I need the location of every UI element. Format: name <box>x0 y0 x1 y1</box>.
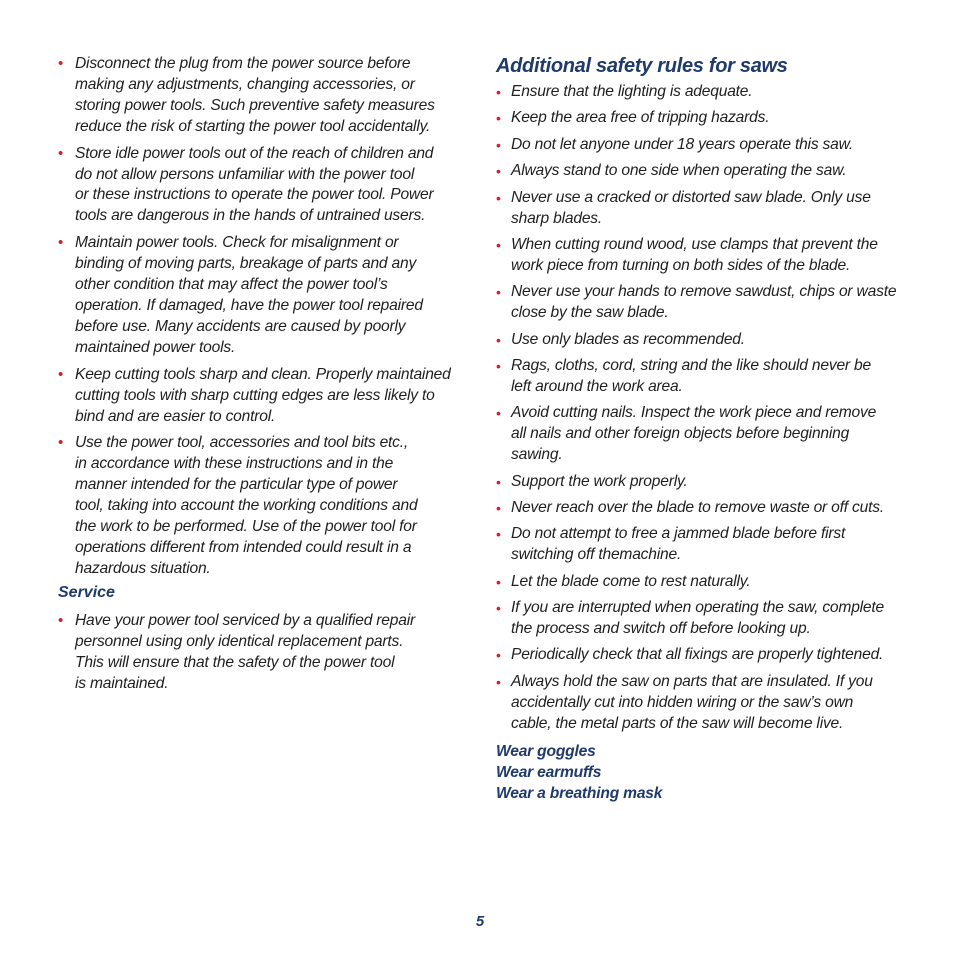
bullet-icon: • <box>496 236 501 253</box>
bullet-text: Never reach over the blade to remove waste or off cuts. <box>511 498 884 516</box>
bullet-icon: • <box>496 136 501 153</box>
bullet-icon: • <box>58 55 64 72</box>
bullet-text: Let the blade come to rest naturally. <box>511 572 751 590</box>
bullet-text: Ensure that the lighting is adequate. <box>511 83 753 100</box>
bullet-text: Maintain power tools. Check for misalignment or binding of moving parts, breakage of parts and any other condition that may affect the power tool’s operation. If damaged, have the power tool repaired before use. Many accidents are caused by poorly maintained power tools. <box>75 234 423 356</box>
bullet-text: Keep the area free of tripping hazards. <box>511 109 770 127</box>
bullet-text: Store idle power tools out of the reach of children and do not allow persons unfamiliar with the power tool or these instructions to operate the power tool. Power tools are dangerous in the hands of untrained users. <box>75 144 434 225</box>
bullet-icon: • <box>496 526 501 543</box>
bullet-text: Never use your hands to remove sawdust, chips or waste close by the saw blade. <box>511 283 897 322</box>
bullet-icon: • <box>496 405 501 422</box>
list-item <box>496 330 916 351</box>
list-item <box>496 572 916 593</box>
page-number: 5 <box>475 913 485 930</box>
list-item <box>58 233 468 358</box>
wear-mask-text: Wear a breathing mask <box>496 784 663 802</box>
bullet-icon: • <box>58 434 64 452</box>
bullet-text: Use the power tool, accessories and tool bits etc., in accordance with these instructions and in the manner intended for the particular type of power tool, taking into account the working conditions and the work to be performed. Use of the power tool for operations different from intended could result in a hazardous situation. <box>75 434 418 577</box>
bullet-icon: • <box>496 673 501 690</box>
bullet-icon: • <box>496 499 501 516</box>
list-item <box>58 433 468 579</box>
list-item <box>58 54 468 138</box>
bullet-icon: • <box>496 331 501 348</box>
protective-equipment-notice <box>496 742 662 805</box>
bullet-text: If you are interrupted when operating the saw, complete the process and switch off before looking up. <box>511 599 885 637</box>
bullet-icon: • <box>496 284 501 301</box>
list-item <box>496 282 916 324</box>
bullet-icon: • <box>496 189 501 206</box>
list-item <box>496 472 916 493</box>
list-item <box>496 672 916 735</box>
list-item <box>58 365 468 428</box>
bullet-text: Always stand to one side when operating the saw. <box>511 162 847 180</box>
list-item <box>496 403 916 466</box>
list-item <box>496 161 916 182</box>
bullet-text: Do not let anyone under 18 years operate this saw. <box>511 135 853 153</box>
list-item <box>496 188 916 230</box>
list-item <box>496 524 916 566</box>
bullet-text: Periodically check that all fixings are properly tightened. <box>511 646 884 664</box>
bullet-icon: • <box>58 365 64 383</box>
bullet-text: Keep cutting tools sharp and clean. Properly maintained cutting tools with sharp cutting edges are less likely to bind and are easier to control. <box>75 365 451 425</box>
bullet-text: Rags, cloths, cord, string and the like should never be left around the work area. <box>511 356 871 395</box>
list-item <box>496 356 916 398</box>
list-item <box>496 598 916 640</box>
bullet-text: Support the work properly. <box>511 472 688 490</box>
bullet-icon: • <box>496 110 501 127</box>
bullet-text: Avoid cutting nails. Inspect the work piece and remove all nails and other foreign objects before beginning sawing. <box>511 404 877 464</box>
bullet-text: Never use a cracked or distorted saw blade. Only use sharp blades. <box>511 188 871 227</box>
bullet-icon: • <box>58 234 64 252</box>
list-item <box>58 144 468 228</box>
bullet-icon: • <box>58 144 64 162</box>
general-safety-list <box>58 54 468 586</box>
bullet-text: Have your power tool serviced by a qualified repair personnel using only identical replacement parts. This will ensure that the safety of the power tool is maintained. <box>75 612 415 692</box>
bullet-text: Use only blades as recommended. <box>511 330 745 348</box>
bullet-icon: • <box>496 647 501 664</box>
bullet-icon: • <box>496 473 501 490</box>
list-item <box>58 611 468 695</box>
service-heading: Service <box>58 584 115 601</box>
bullet-icon: • <box>496 163 501 180</box>
list-item <box>496 235 916 277</box>
bullet-text: Disconnect the plug from the power source before making any adjustments, changing accessories, or storing power tools. Such preventive safety measures reduce the risk of starting the power tool accidentally. <box>75 55 435 135</box>
saws-heading: Additional safety rules for saws <box>496 55 788 77</box>
bullet-icon: • <box>496 84 501 100</box>
bullet-icon: • <box>496 573 501 590</box>
wear-goggles-text: Wear goggles <box>496 743 596 760</box>
list-item <box>496 82 916 103</box>
bullet-icon: • <box>496 600 501 617</box>
list-item <box>496 498 916 519</box>
bullet-icon: • <box>496 357 501 374</box>
bullet-icon: • <box>58 612 64 629</box>
bullet-text: When cutting round wood, use clamps that prevent the work piece from turning on both sides of the blade. <box>511 235 878 274</box>
list-item <box>496 108 916 129</box>
bullet-text: Always hold the saw on parts that are insulated. If you accidentally cut into hidden wiring or the saw’s own cable, the metal parts of the saw will become live. <box>511 672 873 732</box>
saw-safety-list <box>496 82 916 740</box>
bullet-text: Do not attempt to free a jammed blade before first switching off themachine. <box>511 525 846 564</box>
wear-earmuffs-text: Wear earmuffs <box>496 763 602 781</box>
list-item <box>496 645 916 666</box>
service-list <box>58 611 468 701</box>
list-item <box>496 135 916 156</box>
